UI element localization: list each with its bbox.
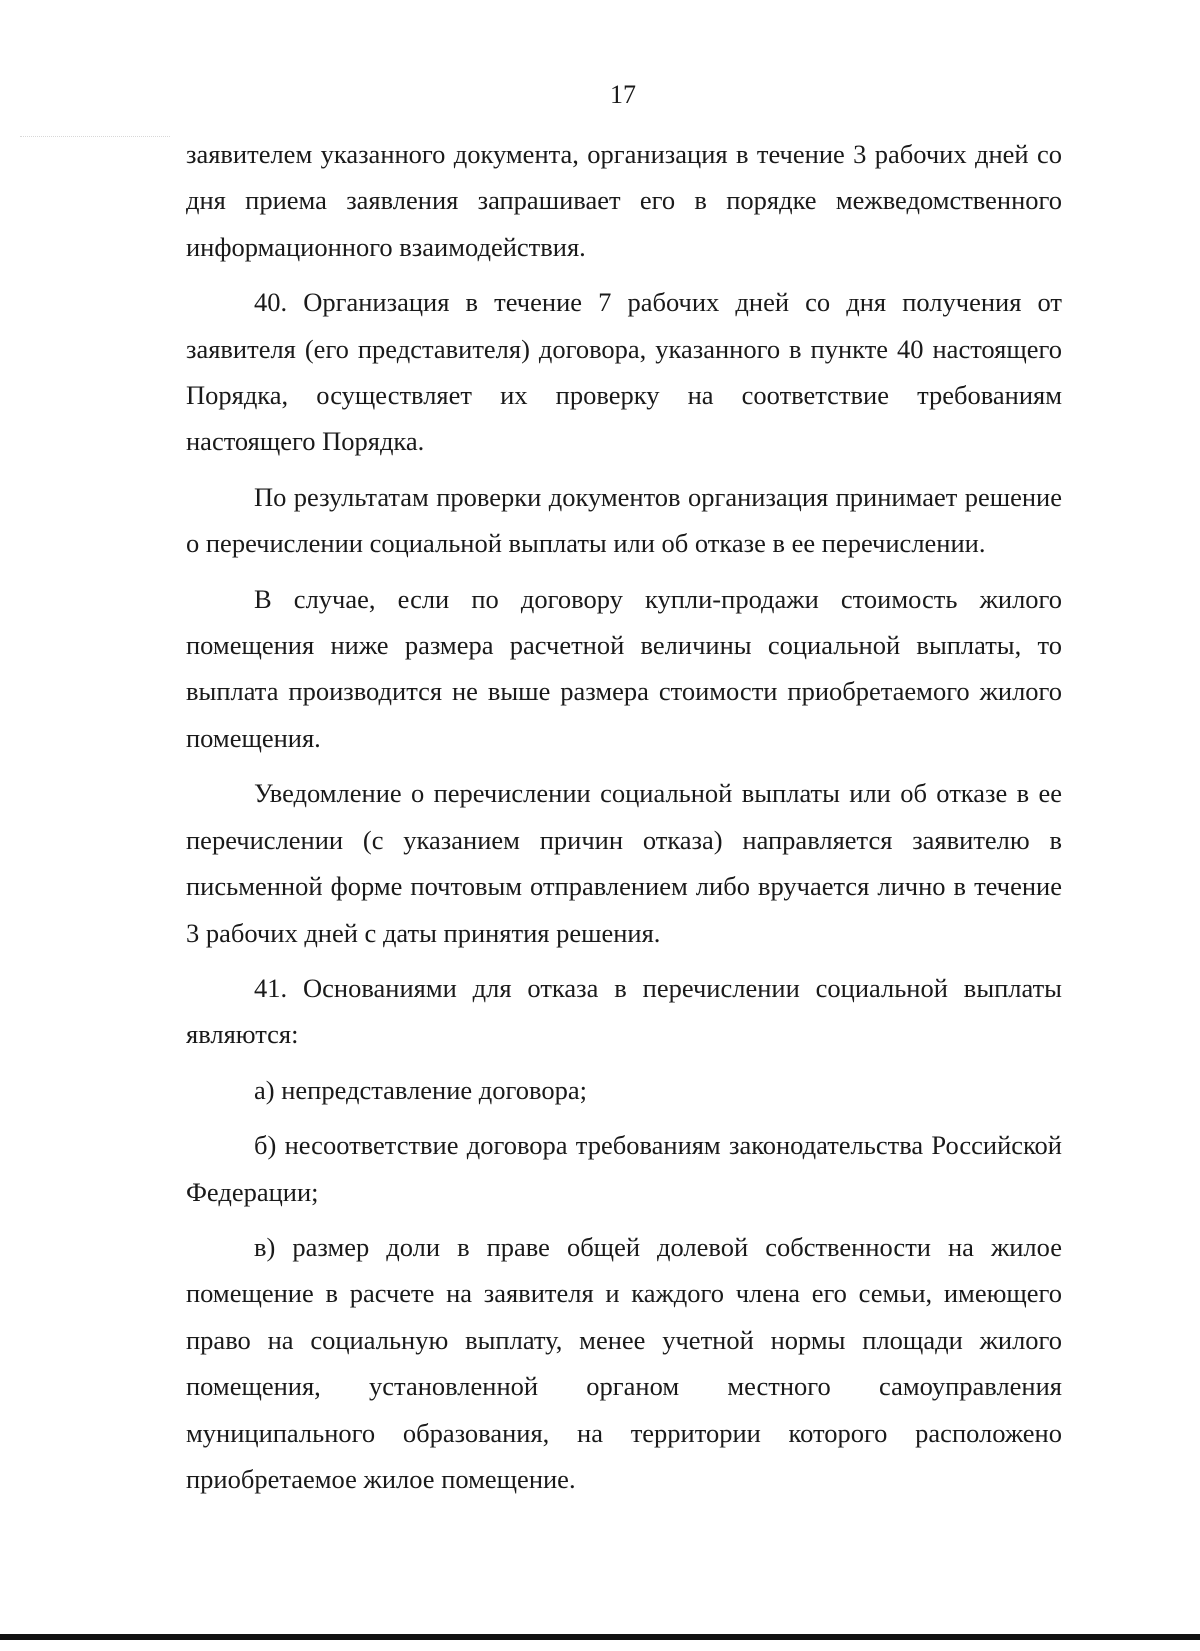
list-item-b: б) несоответствие договора требованиям законодательства Российской Федерации; [186, 1130, 1062, 1207]
paragraph-purchase-price: В случае, если по договору купли-продажи стоимость жилого помещения ниже размера расчетной величины социальной выплаты, то выплата производится не выше размера стоимости приобретаемого жилого помещения. [186, 583, 1062, 753]
paragraph-check-results: По результатам проверки документов организация принимает решение о перечислении социальной выплаты или об отказе в ее перечислении. [186, 481, 1062, 559]
list-item-v: в) размер доли в праве общей долевой собственности на жилое помещение в расчете на заявителя и каждого члена его семьи, имеющего право на социальную выплату, менее учетной нормы площади жилого помещения, установленной органом местного самоуправления муниципального образования, на территории которого расположено приобретаемое жилое помещение. [186, 1231, 1062, 1494]
page-number: 17 [610, 80, 636, 109]
paragraph-item-40: 40. Организация в течение 7 рабочих дней со дня получения от заявителя (его представителя) договора, указанного в пункте 40 настоящего Порядка, осуществляет их проверку на соответствие требованиям настоящего Порядка. [186, 287, 1062, 457]
paragraph-notification: Уведомление о перечислении социальной выплаты или об отказе в ее перечислении (с указанием причин отказа) направляется заявителю в письменной форме почтовым отправлением либо вручается лично в течение 3 рабочих дней с даты принятия решения. [186, 778, 1062, 948]
paragraph-continuation: заявителем указанного документа, организация в течение 3 рабочих дней со дня приема заявления запрашивает его в порядке межведомственного информационного взаимодействия. [186, 139, 1062, 262]
document-body [186, 131, 1062, 1511]
list-item-a: а) непредставление договора; [254, 1074, 587, 1105]
paragraph-item-41: 41. Основаниями для отказа в перечислении социальной выплаты являются: [186, 972, 1062, 1050]
bottom-border-line [0, 1634, 1200, 1640]
scan-artifact [20, 136, 170, 139]
